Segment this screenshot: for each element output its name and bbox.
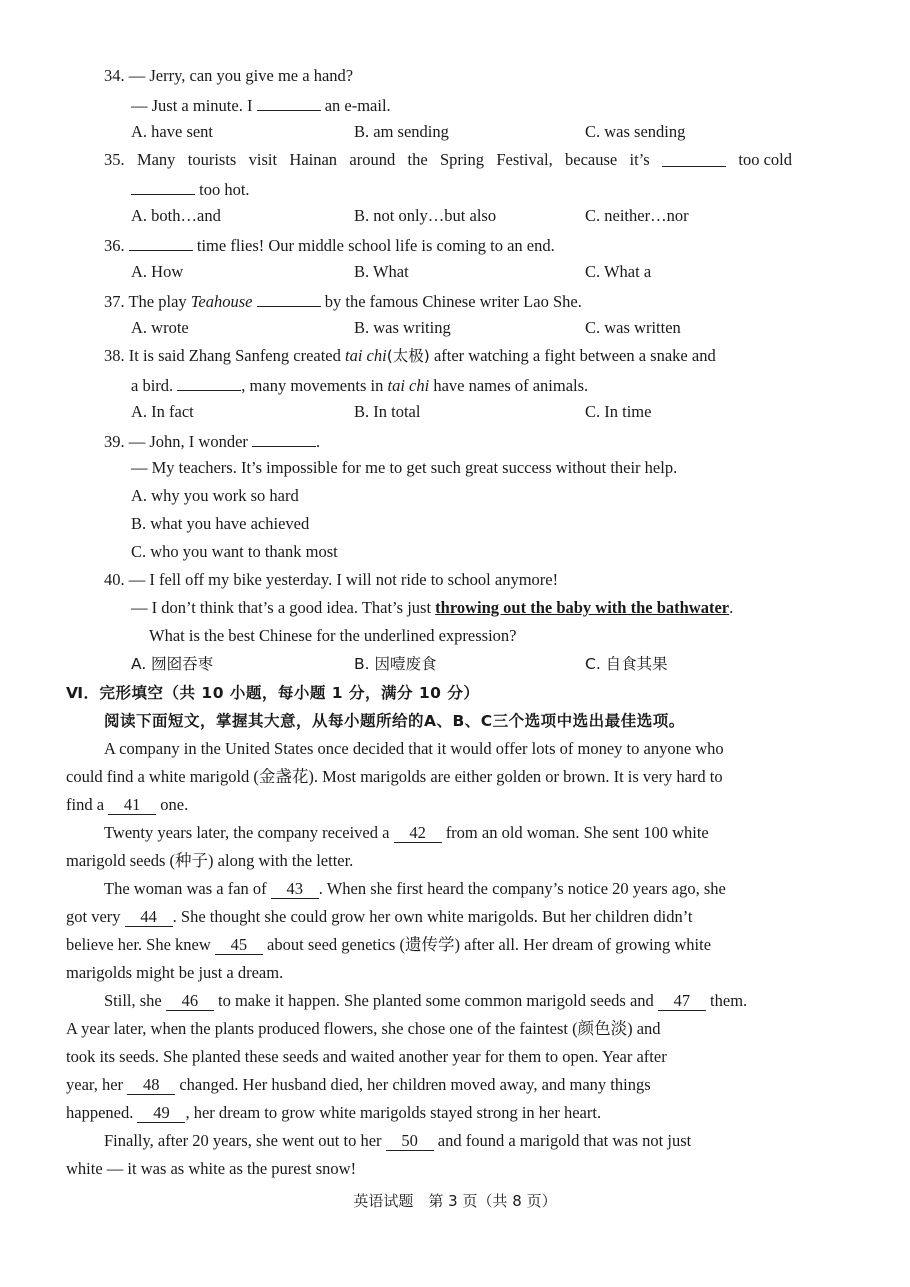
cloze-gap-46: 46 xyxy=(166,992,214,1011)
answer-blank xyxy=(252,430,316,447)
option-a: A. both…and xyxy=(131,206,221,225)
question-text: too hot. xyxy=(199,180,250,199)
passage-text: to make it happen. She planted some common marigold seeds and xyxy=(218,991,654,1010)
answer-blank xyxy=(662,150,726,167)
answer-blank xyxy=(257,290,321,307)
word: visit xyxy=(248,150,278,169)
question-text: after watching a fight between a snake and xyxy=(433,346,716,365)
option-b: B. 因噎废食 xyxy=(354,655,437,673)
word: Hainan xyxy=(289,150,338,169)
passage-line xyxy=(66,1103,601,1123)
option-b: B. am sending xyxy=(354,122,449,141)
option-a: A. why you work so hard xyxy=(131,486,299,505)
option-c: C. In time xyxy=(585,402,652,421)
cloze-gap-49: 49 xyxy=(137,1104,185,1123)
passage-line: white — it was as white as the purest snow! xyxy=(66,1159,357,1178)
passage-line: could find a white marigold (金盏花). Most marigolds are either golden or brown. It is very hard to xyxy=(66,767,723,786)
passage-line xyxy=(104,991,747,1011)
option-a: A. How xyxy=(131,262,184,281)
question-text: by the famous Chinese writer Lao She. xyxy=(324,292,582,311)
passage-text: . She thought she could grow her own white marigolds. But her children didn’t xyxy=(172,907,693,926)
word: because xyxy=(565,150,618,169)
play-title: Teahouse xyxy=(190,292,253,311)
question-40-prompt xyxy=(104,570,558,590)
passage-text: got very xyxy=(66,907,121,926)
passage-text: , her dream to grow white marigolds stayed strong in her heart. xyxy=(185,1103,602,1122)
section-heading: Ⅵ．完形填空（共 10 小题，每小题 1 分，满分 10 分） xyxy=(66,684,480,702)
question-39-prompt xyxy=(104,430,320,452)
passage-line xyxy=(104,879,726,899)
question-number: 39. xyxy=(104,432,125,451)
page-footer: 英语试题 第 3 页（共 8 页） xyxy=(353,1192,557,1210)
option-c: C. was sending xyxy=(585,122,686,141)
passage-text: happened. xyxy=(66,1103,134,1122)
dialogue-line: — Just a minute. I xyxy=(131,96,253,115)
option-b: B. In total xyxy=(354,402,421,421)
passage-text: Still, she xyxy=(104,991,162,1010)
question-35-prompt xyxy=(104,150,792,170)
word: it’s xyxy=(629,150,650,169)
answer-blank xyxy=(257,94,321,111)
cloze-gap-50: 50 xyxy=(386,1132,434,1151)
passage-line: A company in the United States once decided that it would offer lots of money to anyone who xyxy=(104,739,724,758)
option-b: B. not only…but also xyxy=(354,206,497,225)
question-text: It is said Zhang Sanfeng created xyxy=(128,346,341,365)
option-a: A. In fact xyxy=(131,402,194,421)
passage-text: changed. Her husband died, her children moved away, and many things xyxy=(179,1075,651,1094)
passage-line: marigold seeds (种子) along with the letter. xyxy=(66,851,354,870)
passage-line: A year later, when the plants produced flowers, she chose one of the faintest (颜色淡) and xyxy=(66,1019,661,1038)
option-a: A. wrote xyxy=(131,318,189,337)
cloze-gap-41: 41 xyxy=(108,796,156,815)
passage-text: . When she first heard the company’s notice 20 years ago, she xyxy=(318,879,726,898)
option-b: B. What xyxy=(354,262,409,281)
question-text: a bird. xyxy=(131,376,174,395)
word: Many xyxy=(136,150,176,169)
option-c: C. was written xyxy=(585,318,681,337)
question-number: 35. xyxy=(104,150,125,169)
passage-text: year, her xyxy=(66,1075,124,1094)
question-36-prompt xyxy=(104,234,555,256)
passage-text: them. xyxy=(710,991,748,1010)
option-a: A. have sent xyxy=(131,122,214,141)
cloze-gap-48: 48 xyxy=(127,1076,175,1095)
cloze-gap-43: 43 xyxy=(271,880,319,899)
answer-blank xyxy=(129,234,193,251)
chinese-gloss: (太极) xyxy=(386,347,430,365)
passage-text: one. xyxy=(160,795,189,814)
question-number: 34. xyxy=(104,66,125,85)
option-c: C. 自食其果 xyxy=(585,655,668,673)
dialogue-line: — Jerry, can you give me a hand? xyxy=(128,66,354,85)
question-number: 36. xyxy=(104,236,125,255)
passage-text: The woman was a fan of xyxy=(104,879,267,898)
passage-text: Finally, after 20 years, she went out to her xyxy=(104,1131,382,1150)
answer-blank xyxy=(131,178,195,195)
word: Festival, xyxy=(496,150,553,169)
dialogue-line: — I don’t think that’s a good idea. That’s just xyxy=(131,598,432,617)
option-c: C. neither…nor xyxy=(585,206,689,225)
dialogue-line: an e-mail. xyxy=(324,96,391,115)
passage-text: about seed genetics (遗传学) after all. Her dream of growing white xyxy=(267,935,712,954)
term: tai chi xyxy=(387,376,430,395)
passage-text: Twenty years later, the company received a xyxy=(104,823,390,842)
passage-line: took its seeds. She planted these seeds and waited another year for them to open. Year after xyxy=(66,1047,667,1066)
option-c: C. who you want to thank most xyxy=(131,542,338,561)
cloze-gap-47: 47 xyxy=(658,992,706,1011)
question-38-continued xyxy=(131,374,588,396)
question-number: 38. xyxy=(104,346,125,365)
punctuation: . xyxy=(729,598,734,617)
question-number: 37. xyxy=(104,292,125,311)
question-text: have names of animals. xyxy=(433,376,589,395)
passage-line xyxy=(66,1075,651,1095)
term: tai chi xyxy=(345,346,387,365)
question-37-prompt xyxy=(104,290,582,312)
punctuation: . xyxy=(316,432,321,451)
question-text: The play xyxy=(128,292,187,311)
question-35-continued xyxy=(131,178,250,200)
word: around xyxy=(349,150,396,169)
question-number: 40. xyxy=(104,570,125,589)
passage-line: marigolds might be just a dream. xyxy=(66,963,284,982)
question-34-prompt xyxy=(104,66,353,86)
question-39-response: — My teachers. It’s impossible for me to get such great success without their help. xyxy=(131,458,678,477)
passage-line xyxy=(66,907,692,927)
cloze-gap-42: 42 xyxy=(394,824,442,843)
question-38-prompt xyxy=(104,346,716,366)
passage-line xyxy=(66,795,188,815)
word: the xyxy=(407,150,428,169)
option-b: B. what you have achieved xyxy=(131,514,310,533)
underlined-expression: throwing out the baby with the bathwater xyxy=(435,598,730,617)
option-c: C. What a xyxy=(585,262,652,281)
option-b: B. was writing xyxy=(354,318,451,337)
dialogue-line: — I fell off my bike yesterday. I will not ride to school anymore! xyxy=(128,570,559,589)
section-instruction: 阅读下面短文，掌握其大意，从每小题所给的A、B、C三个选项中选出最佳选项。 xyxy=(104,712,685,730)
passage-text: and found a marigold that was not just xyxy=(437,1131,692,1150)
passage-line xyxy=(66,935,711,955)
word: tourists xyxy=(187,150,237,169)
passage-text: from an old woman. She sent 100 white xyxy=(445,823,709,842)
word: too cold xyxy=(738,150,792,169)
question-text: , many movements in xyxy=(241,376,384,395)
dialogue-line: — John, I wonder xyxy=(128,432,248,451)
option-a: A. 囫囵吞枣 xyxy=(131,655,214,673)
passage-text: find a xyxy=(66,795,105,814)
answer-blank xyxy=(177,374,241,391)
word: Spring xyxy=(440,150,485,169)
question-40-sub-prompt: What is the best Chinese for the underlined expression? xyxy=(149,626,517,645)
passage-text: believe her. She knew xyxy=(66,935,211,954)
question-34-response xyxy=(131,94,391,116)
cloze-gap-44: 44 xyxy=(125,908,173,927)
cloze-gap-45: 45 xyxy=(215,936,263,955)
passage-line xyxy=(104,823,709,843)
passage-line xyxy=(104,1131,691,1151)
question-40-response xyxy=(131,598,733,618)
question-text: time flies! Our middle school life is coming to an end. xyxy=(196,236,555,255)
